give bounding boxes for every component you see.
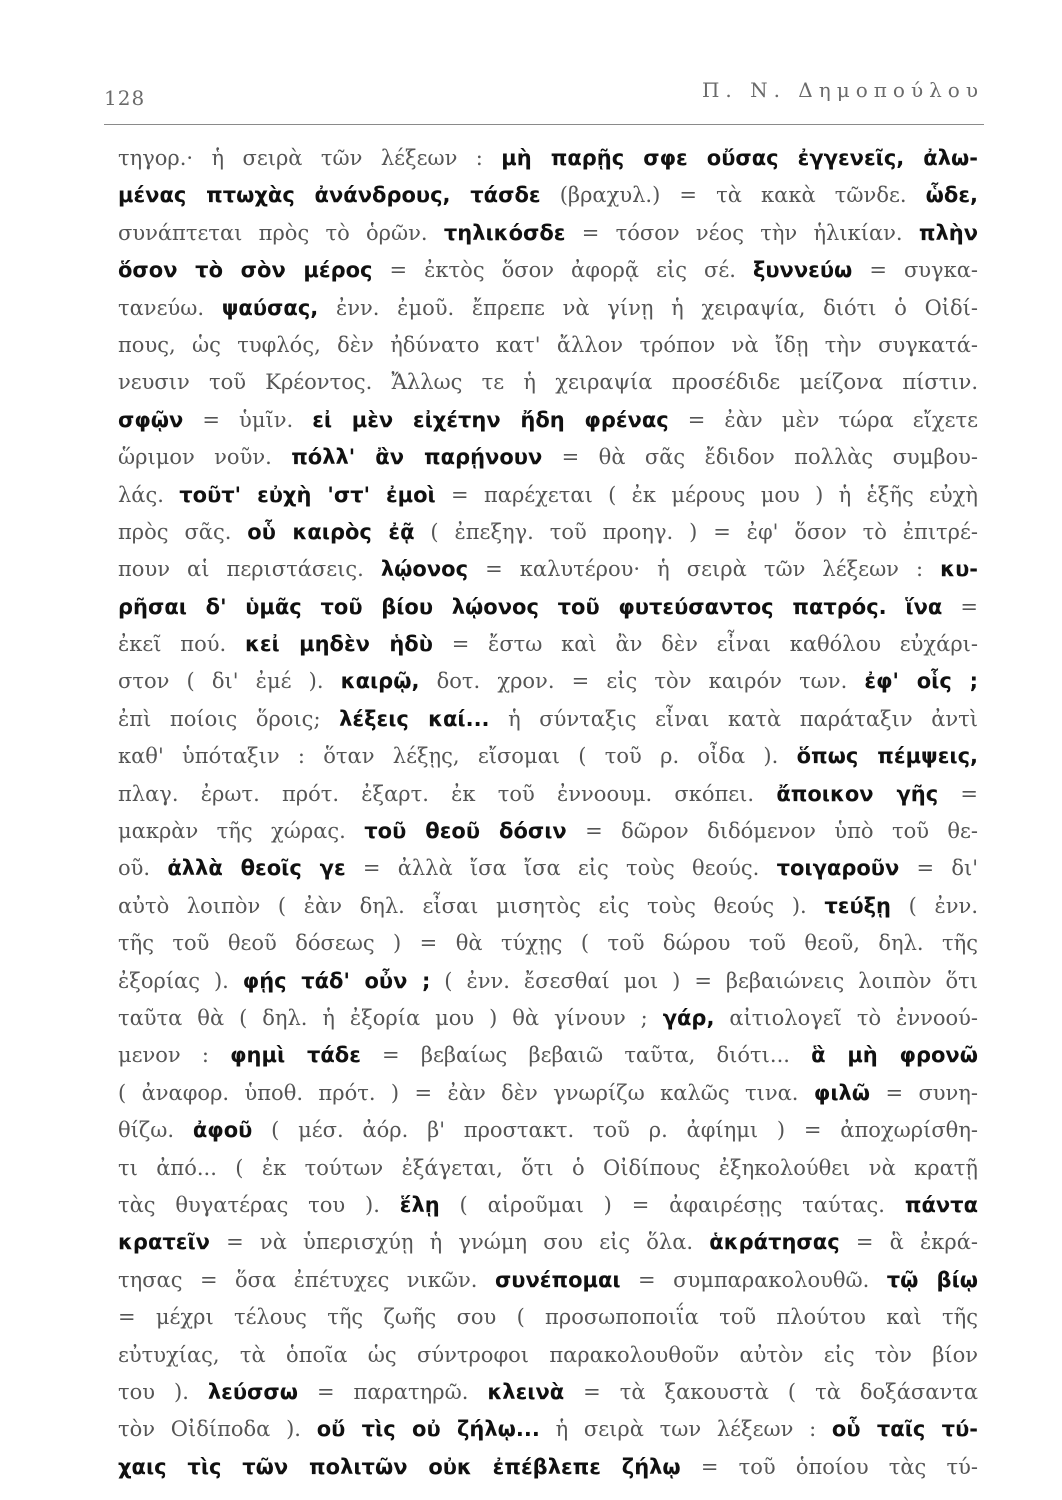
text-line: [118, 1075, 978, 1112]
gloss-text: καθ' ὑπόταξιν : ὅταν λέξῃς, εἴσομαι ( τοῦ ρ. οἶδα ).: [118, 744, 797, 769]
gloss-text: δοτ. χρον. = εἰς τὸν καιρόν των.: [419, 669, 865, 694]
text-line: [118, 290, 978, 327]
lemma-term: κλεινὰ: [487, 1379, 565, 1404]
gloss-text: τησας = ὅσα ἐπέτυχες νικῶν.: [118, 1267, 495, 1292]
lemma-term: ξυννεύω: [752, 258, 853, 283]
gloss-text: = νὰ ὑπερισχύῃ ἡ γνώμη σου εἰς ὅλα.: [209, 1230, 710, 1255]
text-line: [118, 1112, 978, 1149]
text-line: [118, 813, 978, 850]
lemma-term: οὗ καιρὸς ἐᾷ: [247, 519, 415, 544]
lemma-term: ὅπως πέμψεις,: [796, 744, 978, 769]
gloss-text: = ἃ ἐκρά-: [839, 1230, 978, 1255]
lemma-term: συνέπομαι: [494, 1267, 621, 1292]
text-line: [118, 701, 978, 738]
lemma-term: γάρ,: [662, 1005, 715, 1030]
lemma-term: ἄποικον γῆς: [776, 781, 939, 806]
text-line: [118, 925, 978, 962]
gloss-text: μακρὰν τῆς χώρας.: [118, 819, 365, 844]
text-line: [118, 140, 978, 177]
text-line: [118, 1449, 978, 1486]
lemma-term: χαις τὶς τῶν πολιτῶν οὐκ ἐπέβλεπε ζήλῳ: [118, 1454, 681, 1479]
gloss-text: πους, ὡς τυφλός, δὲν ἠδύνατο κατ' ἄλλον τρόπον νὰ ἴδῃ τὴν συγκατά-: [118, 332, 978, 357]
lemma-term: ἐφ' οἷς ;: [864, 669, 978, 694]
text-line: [118, 963, 978, 1000]
gloss-text: = τὰ ξακουστὰ ( τὰ δοξάσαντα: [564, 1379, 978, 1404]
lemma-term: οὗ ταῖς τύ-: [831, 1417, 978, 1442]
text-line: [118, 1262, 978, 1299]
gloss-text: τὸν Οἰδίποδα ).: [118, 1417, 317, 1442]
page-number: 128: [104, 86, 146, 110]
gloss-text: = βεβαίως βεβαιῶ ταῦτα, διότι...: [360, 1043, 812, 1068]
text-line: [118, 738, 978, 775]
gloss-text: ἡ σειρὰ των λέξεων :: [539, 1417, 832, 1442]
gloss-text: (βραχυλ.) = τὰ κακὰ τῶνδε.: [540, 183, 926, 208]
text-line: [118, 1150, 978, 1187]
text-line: [118, 514, 978, 551]
lemma-term: φῄς τάδ' οὖν ;: [242, 968, 431, 993]
gloss-text: = ἀλλὰ ἴσα ἴσα εἰς τοὺς θεούς.: [345, 856, 777, 881]
gloss-text: ( ἐπεξηγ. τοῦ προηγ. ) = ἐφ' ὅσον τὸ ἐπιτρέ-: [414, 519, 978, 544]
lemma-term: τηλικόσδε: [443, 220, 566, 245]
text-line: [118, 663, 978, 700]
lemma-term: κυ-: [940, 557, 978, 582]
gloss-text: = ἔστω καὶ ἂν δὲν εἶναι καθόλου εὐχάρι-: [432, 632, 978, 657]
text-line: [118, 1224, 978, 1261]
lemma-term: τοῦ θεοῦ δόσιν: [364, 819, 567, 844]
gloss-text: εὐτυχίας, τὰ ὁποῖα ὡς σύντροφοι παρακολουθοῦν αὐτὸν εἰς τὸν βίον: [118, 1342, 978, 1367]
lemma-term: τεύξῃ: [824, 893, 892, 918]
gloss-text: ( ἐνν.: [891, 893, 978, 918]
lemma-term: ψαύσας,: [221, 295, 319, 320]
text-line: [118, 1000, 978, 1037]
text-line: [118, 776, 978, 813]
lemma-term: λέξεις καί...: [339, 706, 490, 731]
gloss-text: τὰς θυγατέρας του ).: [118, 1192, 400, 1217]
lemma-term: λεύσσω: [207, 1379, 298, 1404]
text-line: [118, 551, 978, 588]
text-line: [118, 589, 978, 626]
gloss-text: τανεύω.: [118, 295, 222, 320]
gloss-text: πρὸς σᾶς.: [118, 519, 248, 544]
gloss-text: =: [938, 781, 978, 806]
gloss-text: ἐξορίας ).: [118, 968, 243, 993]
lemma-term: σφῷν: [118, 407, 184, 432]
gloss-text: = θὰ σᾶς ἔδιδον πολλὰς συμβου-: [542, 445, 978, 470]
text-line: [118, 477, 978, 514]
lemma-term: ἃ μὴ φρονῶ: [811, 1043, 978, 1068]
gloss-text: ὥριμον νοῦν.: [118, 445, 292, 470]
gloss-text: = καλυτέρου· ἡ σειρὰ τῶν λέξεων :: [468, 557, 941, 582]
text-line: [118, 1337, 978, 1374]
gloss-text: νευσιν τοῦ Κρέοντος. Ἄλλως τε ἡ χειραψία προσέδιδε μείζονα πίστιν.: [118, 370, 978, 395]
lemma-term: καιρῷ,: [340, 669, 420, 694]
text-line: [118, 439, 978, 476]
gloss-text: ἐπὶ ποίοις ὅροις;: [118, 706, 340, 731]
lemma-term: ἕλῃ: [399, 1192, 440, 1217]
lemma-term: ὧδε,: [925, 183, 978, 208]
gloss-text: = συμπαρακολουθῶ.: [620, 1267, 887, 1292]
text-line: [118, 402, 978, 439]
gloss-text: = τοῦ ὁποίου τὰς τύ-: [680, 1454, 978, 1479]
gloss-text: τῆς τοῦ θεοῦ δόσεως ) = θὰ τύχῃς ( τοῦ δώρου τοῦ θεοῦ, δηλ. τῆς: [118, 931, 978, 956]
text-line: [118, 215, 978, 252]
lemma-term: ὅσον τὸ σὸν μέρος: [118, 258, 373, 283]
text-line: [118, 888, 978, 925]
gloss-text: τι ἀπό... ( ἐκ τούτων ἐξάγεται, ὅτι ὁ Οἰδίπους ἐξηκολούθει νὰ κρατῇ: [118, 1155, 978, 1180]
lemma-term: μένας πτωχὰς ἀνάνδρους, τάσδε: [118, 183, 541, 208]
gloss-text: θίζω.: [118, 1118, 193, 1143]
gloss-text: λάς.: [118, 482, 180, 507]
lemma-term: λῴονος: [380, 557, 469, 582]
text-line: [118, 177, 978, 214]
gloss-text: = δι': [899, 856, 978, 881]
text-line: [118, 364, 978, 401]
gloss-text: ἡ σύνταξις εἶναι κατὰ παράταξιν ἀντὶ: [489, 706, 978, 731]
lemma-term: ἁκράτησας: [709, 1230, 840, 1255]
gloss-text: οῦ.: [118, 856, 168, 881]
lemma-term: τοῦτ' εὐχὴ 'στ' ἐμοὶ: [179, 482, 436, 507]
gloss-text: ( μέσ. ἀόρ. β' προστακτ. τοῦ ρ. ἀφίημι ) = ἀποχωρίσθη-: [252, 1118, 978, 1143]
gloss-text: αὐτὸ λοιπὸν ( ἐὰν δηλ. εἶσαι μισητὸς εἰς τοὺς θεούς ).: [118, 893, 825, 918]
gloss-text: τηγορ.· ἡ σειρὰ τῶν λέξεων :: [118, 146, 502, 170]
lemma-term: μὴ παρῇς σφε οὔσας ἐγγενεῖς, ἀλω-: [501, 146, 978, 170]
lemma-term: οὔ τὶς οὐ ζήλῳ...: [316, 1417, 540, 1442]
gloss-text: ( αἱροῦμαι ) = ἀφαιρέσῃς ταύτας.: [439, 1192, 905, 1217]
text-line: [118, 626, 978, 663]
gloss-text: = ἐὰν μὲν τώρα εἴχετε: [668, 407, 978, 432]
lemma-term: τοιγαροῦν: [776, 856, 900, 881]
lemma-term: πλὴν: [918, 220, 978, 245]
lemma-term: φημὶ τάδε: [230, 1043, 361, 1068]
lemma-term: ρῆσαι δ' ὑμᾶς τοῦ βίου λῴονος τοῦ φυτεύσαντος πατρός. ἵνα: [118, 594, 943, 619]
gloss-text: του ).: [118, 1379, 208, 1404]
commentary-text: [118, 140, 978, 1486]
gloss-text: ἐνν. ἐμοῦ. ἔπρεπε νὰ γίνῃ ἡ χειραψία, διότι ὁ Οἰδί-: [318, 295, 978, 320]
gloss-text: ( ἀναφορ. ὑποθ. πρότ. ) = ἐὰν δὲν γνωρίζω καλῶς τινα.: [118, 1080, 814, 1105]
header-rule: [104, 124, 984, 125]
text-line: [118, 1187, 978, 1224]
gloss-text: =: [942, 594, 978, 619]
text-line: [118, 252, 978, 289]
text-line: [118, 1299, 978, 1336]
gloss-text: μενον :: [118, 1043, 231, 1068]
gloss-text: ἐκεῖ πού.: [118, 632, 245, 657]
gloss-text: αἰτιολογεῖ τὸ ἐννοού-: [714, 1005, 978, 1030]
gloss-text: = συγκα-: [852, 258, 978, 283]
gloss-text: = ἐκτὸς ὅσον ἀφορᾷ εἰς σέ.: [372, 258, 753, 283]
lemma-term: πάντα: [904, 1192, 978, 1217]
gloss-text: ταῦτα θὰ ( δηλ. ἡ ἐξορία μου ) θὰ γίνουν ;: [118, 1005, 663, 1030]
gloss-text: πλαγ. ἐρωτ. πρότ. ἐξαρτ. ἐκ τοῦ ἐννοουμ. σκόπει.: [118, 781, 777, 806]
text-line: [118, 1411, 978, 1448]
gloss-text: = συνη-: [870, 1080, 978, 1105]
text-line: [118, 327, 978, 364]
lemma-term: κρατεῖν: [118, 1230, 210, 1255]
gloss-text: ( ἐνν. ἔσεσθαί μοι ) = βεβαιώνεις λοιπὸν ὅτι: [430, 968, 978, 993]
gloss-text: πουν αἱ περιστάσεις.: [118, 557, 381, 582]
gloss-text: = παρέχεται ( ἐκ μέρους μου ) ἡ ἑξῆς εὐχὴ: [435, 482, 978, 507]
gloss-text: στον ( δι' ἐμέ ).: [118, 669, 341, 694]
lemma-term: φιλῶ: [813, 1080, 871, 1105]
gloss-text: = τόσον νέος τὴν ἡλικίαν.: [565, 220, 919, 245]
lemma-term: τῷ βίῳ: [886, 1267, 978, 1292]
text-line: [118, 1037, 978, 1074]
gloss-text: = μέχρι τέλους τῆς ζωῆς σου ( προσωποποιΐα τοῦ πλούτου καὶ τῆς: [118, 1305, 978, 1330]
gloss-text: = παρατηρῶ.: [297, 1379, 488, 1404]
lemma-term: πόλλ' ἂν παρῄνουν: [291, 445, 543, 470]
lemma-term: ἀφοῦ: [192, 1118, 253, 1143]
gloss-text: συνάπτεται πρὸς τὸ ὁρῶν.: [118, 220, 444, 245]
lemma-term: εἰ μὲν εἰχέτην ἤδη φρένας: [312, 407, 669, 432]
lemma-term: κεἰ μηδὲν ἡδὺ: [244, 632, 433, 657]
page-header: [104, 74, 984, 114]
running-head: Π. Ν. Δημοπούλου: [701, 78, 984, 102]
lemma-term: ἀλλὰ θεοῖς γε: [167, 856, 346, 881]
gloss-text: = δῶρον διδόμενον ὑπὸ τοῦ θε-: [566, 819, 978, 844]
gloss-text: = ὑμῖν.: [183, 407, 313, 432]
text-line: [118, 850, 978, 887]
text-line: [118, 1374, 978, 1411]
